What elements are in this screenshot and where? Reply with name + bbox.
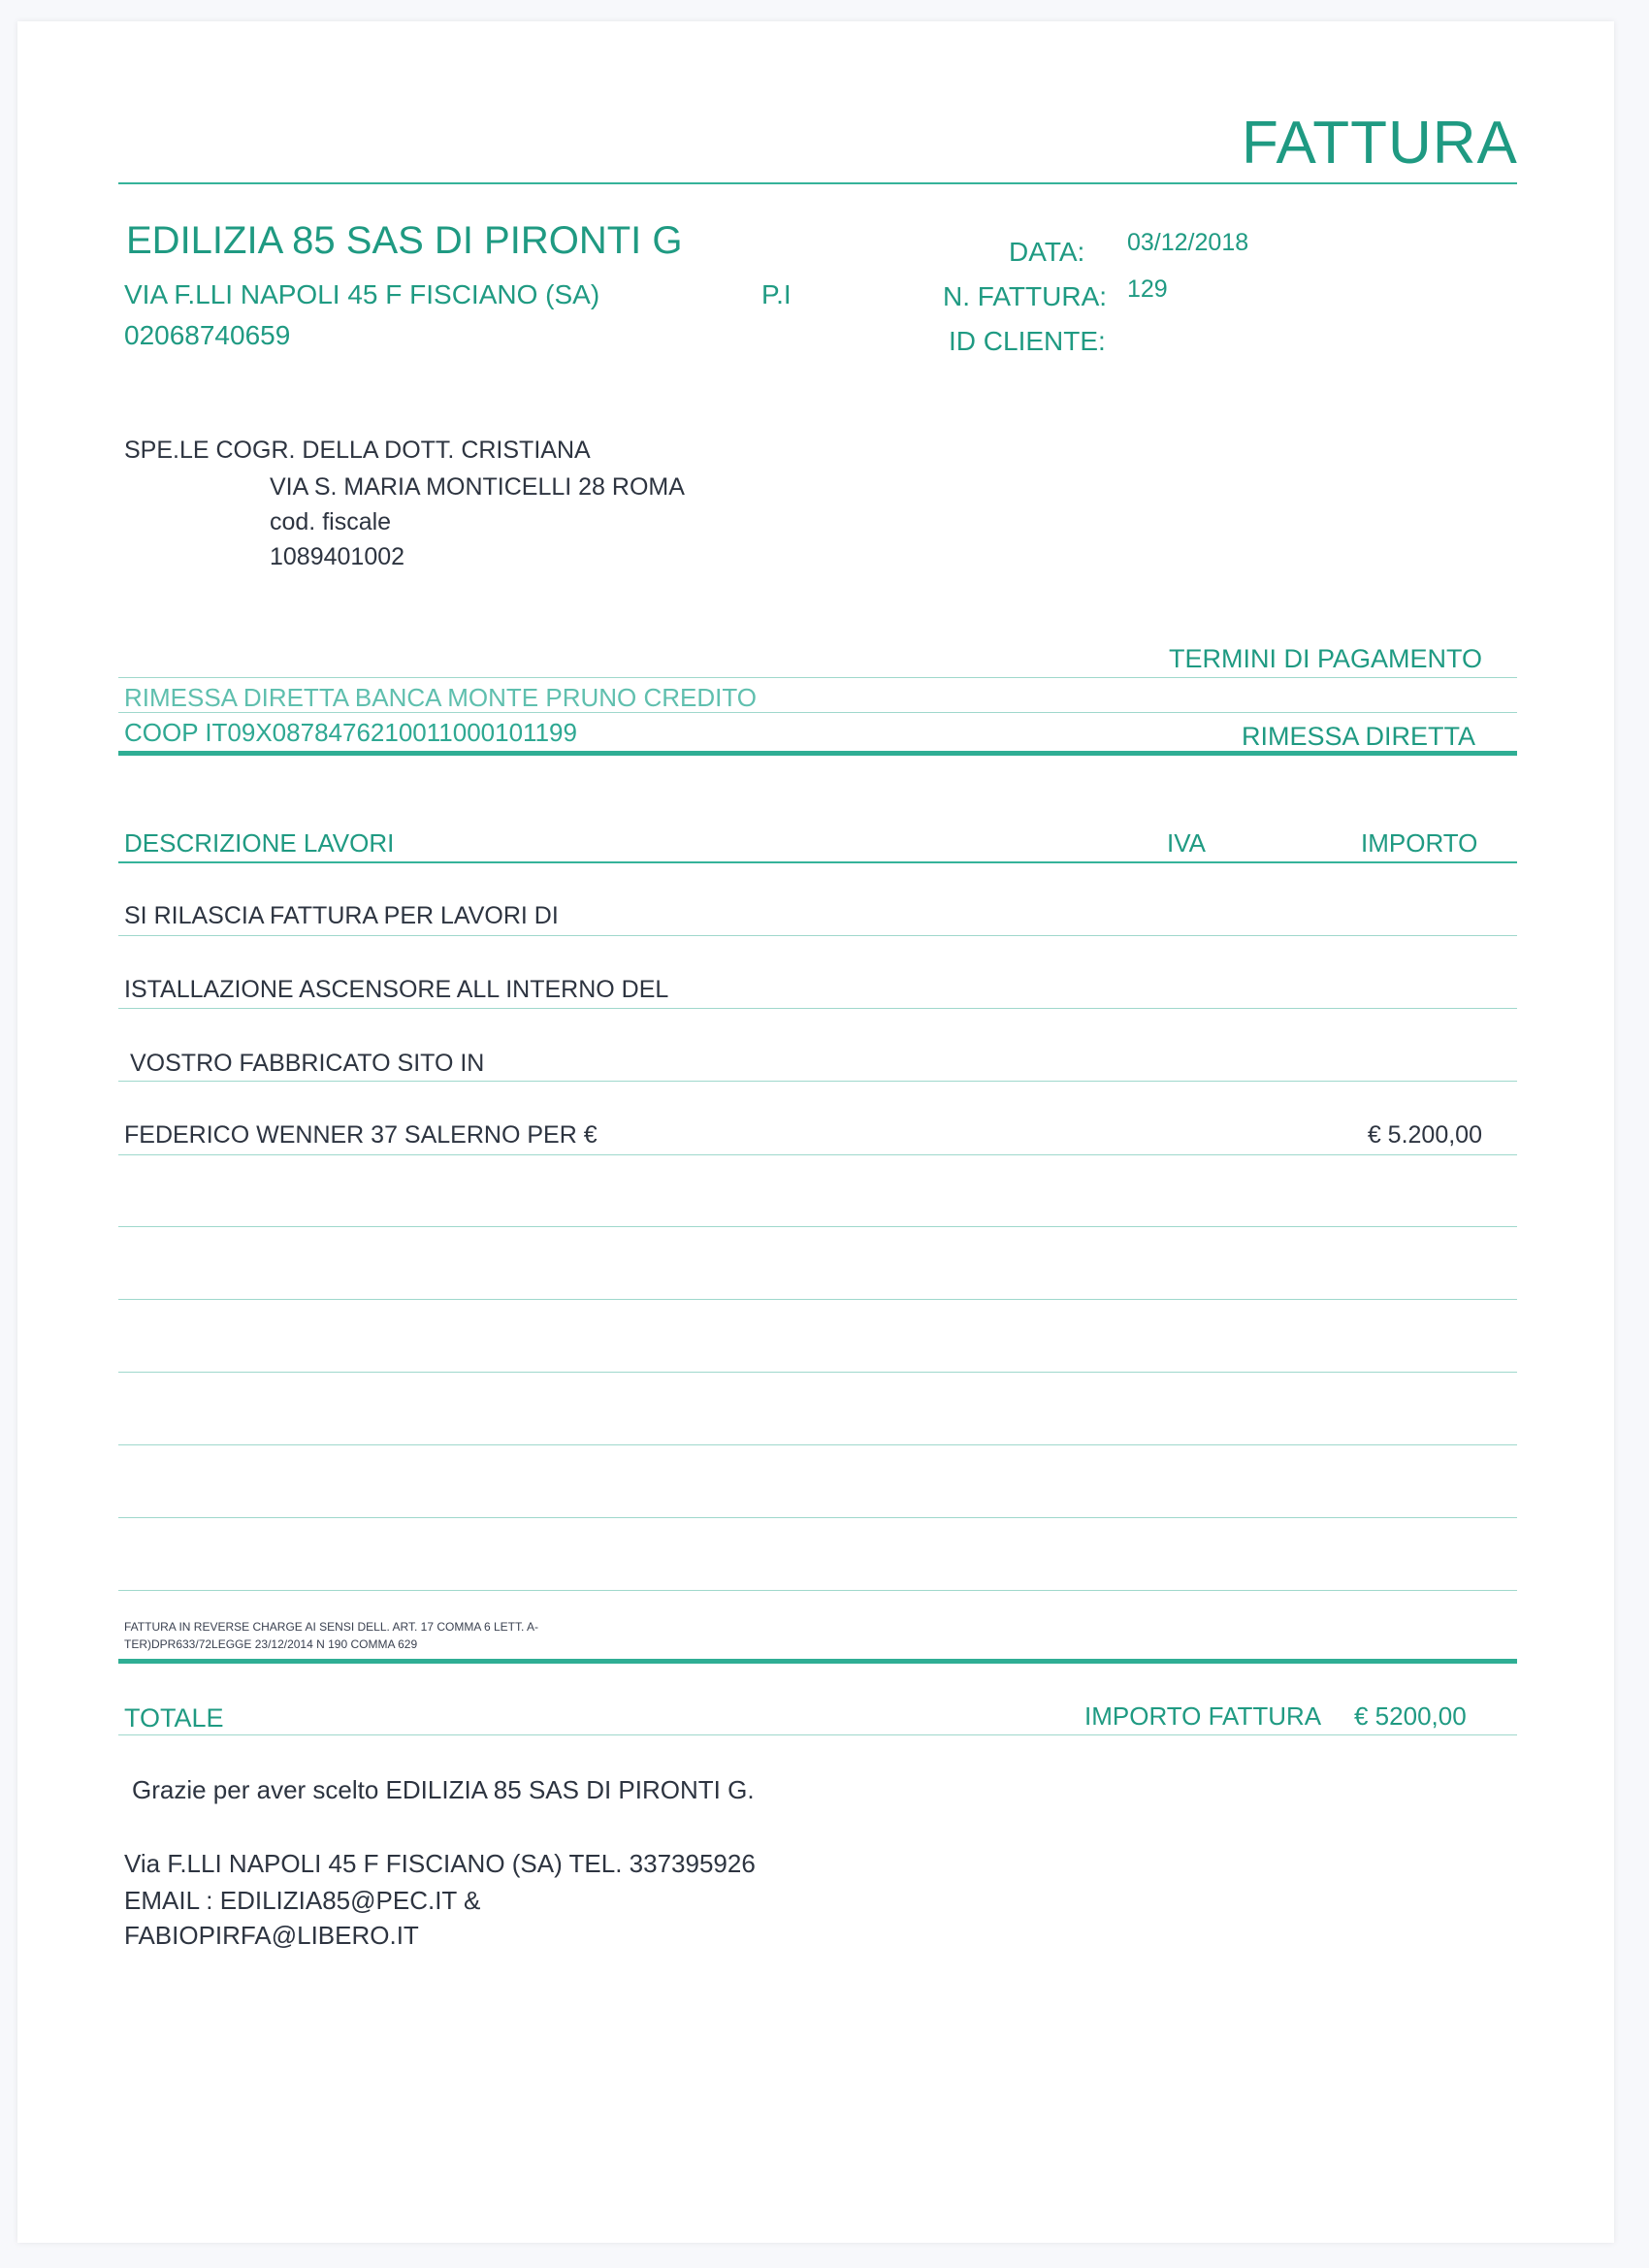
table-row-description: SI RILASCIA FATTURA PER LAVORI DI xyxy=(124,902,559,929)
table-empty-rule xyxy=(118,1226,1517,1227)
payment-rule-mid xyxy=(118,712,1517,713)
col-header-amount: IMPORTO xyxy=(1361,828,1478,858)
total-amount: € 5200,00 xyxy=(1354,1701,1467,1731)
payment-rule-top xyxy=(118,677,1517,678)
table-row-rule xyxy=(118,1081,1517,1082)
payment-terms-value: RIMESSA DIRETTA xyxy=(1242,722,1476,751)
footer-thanks: Grazie per aver scelto EDILIZIA 85 SAS DI PIRONTI G. xyxy=(132,1775,755,1804)
company-piva: 02068740659 xyxy=(124,320,291,350)
date-value: 03/12/2018 xyxy=(1127,229,1249,256)
footer-email: EMAIL : EDILIZIA85@PEC.IT & xyxy=(124,1886,481,1915)
footer-email-2: FABIOPIRFA@LIBERO.IT xyxy=(124,1921,419,1950)
table-row-description: VOSTRO FABBRICATO SITO IN xyxy=(130,1050,485,1077)
payment-terms-label: TERMINI DI PAGAMENTO xyxy=(1169,644,1483,673)
client-id-label: ID CLIENTE: xyxy=(949,326,1106,356)
footer-address: Via F.LLI NAPOLI 45 F FISCIANO (SA) TEL. 337395926 xyxy=(124,1849,756,1878)
col-header-vat: IVA xyxy=(1167,828,1206,858)
client-name: SPE.LE COGR. DELLA DOTT. CRISTIANA xyxy=(124,437,591,464)
table-row-rule xyxy=(118,935,1517,936)
invoice-number-label: N. FATTURA: xyxy=(943,281,1108,311)
invoice-number-value: 129 xyxy=(1127,275,1168,303)
table-empty-rule xyxy=(118,1372,1517,1373)
totals-rule-top xyxy=(118,1659,1517,1664)
table-row-amount: € 5.200,00 xyxy=(1367,1121,1482,1149)
totals-rule-bottom xyxy=(118,1734,1517,1735)
company-name: EDILIZIA 85 SAS DI PIRONTI G xyxy=(126,219,683,262)
title-rule xyxy=(118,182,1517,184)
payment-bank-line2: COOP IT09X0878476210011000101199 xyxy=(124,718,577,747)
date-label: DATA: xyxy=(1009,237,1085,267)
table-empty-rule xyxy=(118,1517,1517,1518)
total-label: TOTALE xyxy=(124,1703,224,1733)
reverse-charge-note: FATTURA IN REVERSE CHARGE AI SENSI DELL. ART. 17 COMMA 6 LETT. A- xyxy=(124,1620,539,1634)
payment-rule-bottom xyxy=(118,751,1517,756)
table-row-rule xyxy=(118,1154,1517,1155)
company-piva-label: P.I xyxy=(761,279,792,309)
client-cf: 1089401002 xyxy=(270,543,405,570)
table-empty-rule xyxy=(118,1444,1517,1445)
table-empty-rule xyxy=(118,1590,1517,1591)
table-row-description: FEDERICO WENNER 37 SALERNO PER € xyxy=(124,1121,598,1149)
total-amount-label: IMPORTO FATTURA xyxy=(1084,1701,1322,1731)
document-title: FATTURA xyxy=(1242,110,1518,177)
table-row-description: ISTALLAZIONE ASCENSORE ALL INTERNO DEL xyxy=(124,976,669,1003)
payment-bank-line1: RIMESSA DIRETTA BANCA MONTE PRUNO CREDITO xyxy=(124,683,758,712)
client-address: VIA S. MARIA MONTICELLI 28 ROMA xyxy=(270,473,685,501)
company-address: VIA F.LLI NAPOLI 45 F FISCIANO (SA) xyxy=(124,279,600,309)
col-header-description: DESCRIZIONE LAVORI xyxy=(124,828,395,858)
reverse-charge-note: TER)DPR633/72LEGGE 23/12/2014 N 190 COMMA 629 xyxy=(124,1637,418,1651)
client-cf-label: cod. fiscale xyxy=(270,508,392,535)
table-header-rule xyxy=(118,861,1517,863)
table-empty-rule xyxy=(118,1299,1517,1300)
table-row-rule xyxy=(118,1008,1517,1009)
